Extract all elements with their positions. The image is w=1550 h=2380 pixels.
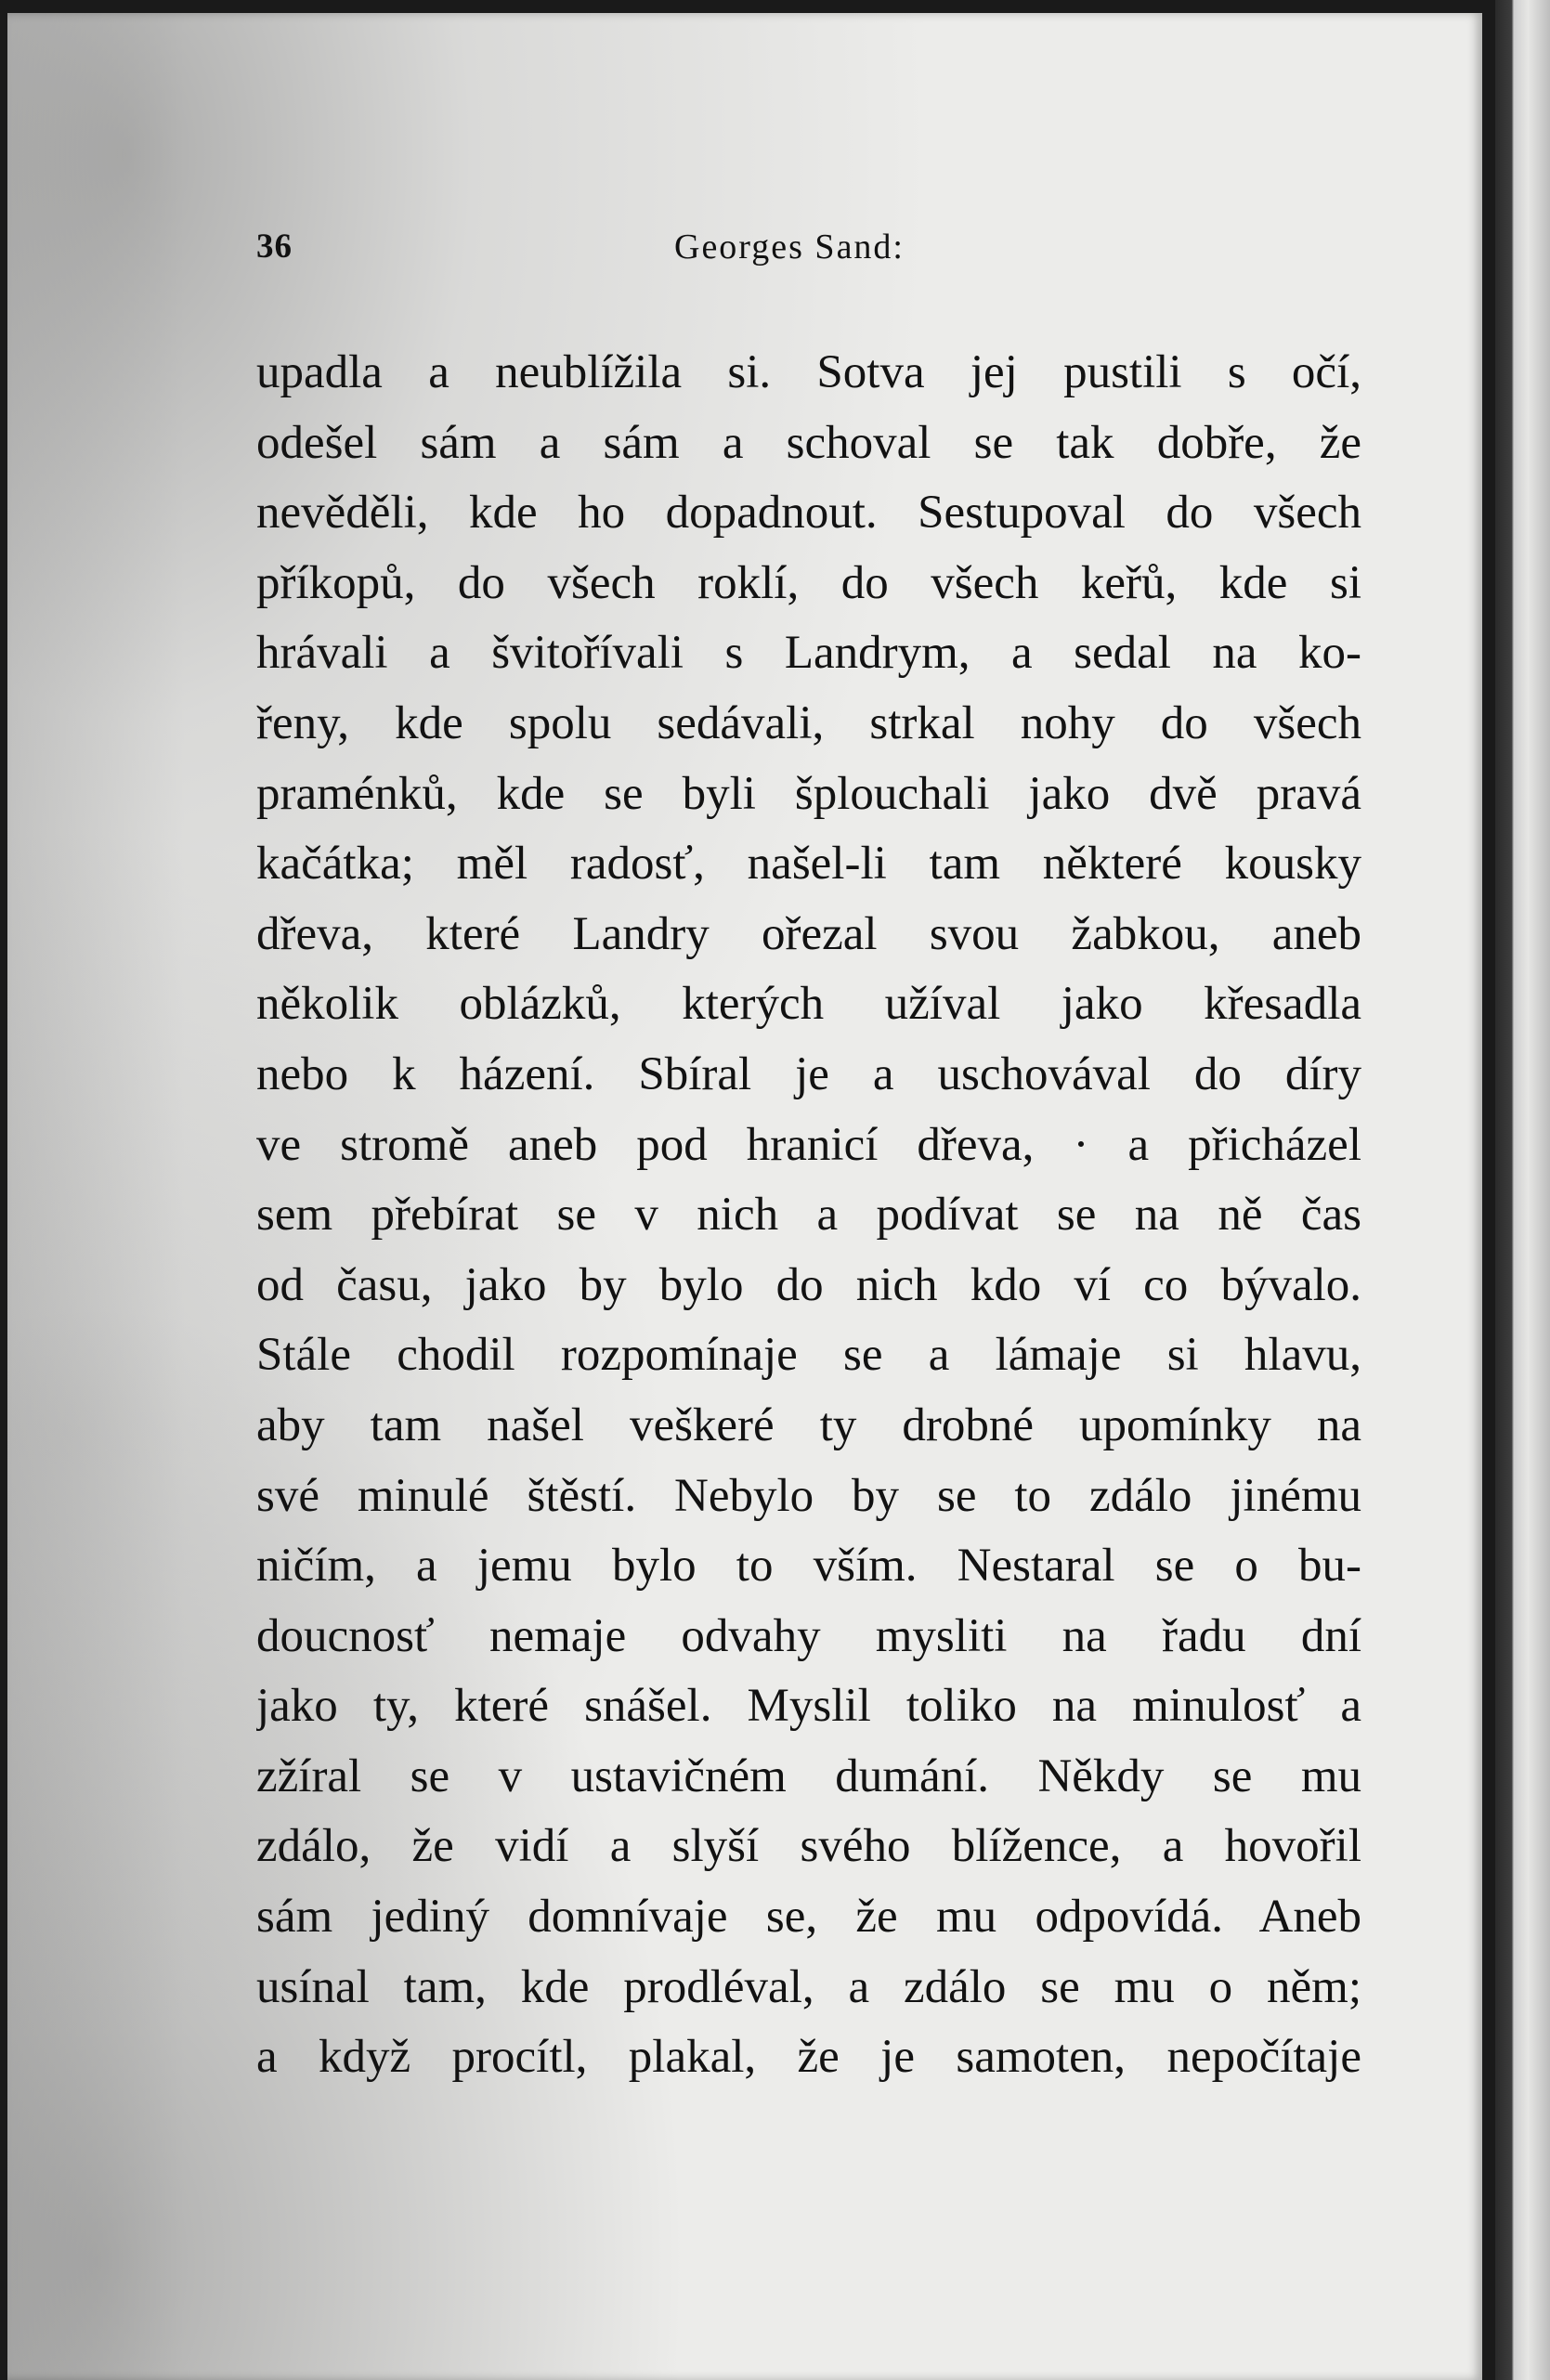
text-line: upadla a neublížila si. Sotva jej pustili s očí, bbox=[256, 346, 1361, 398]
text-line: zdálo, že vidí a slyší svého blížence, a hovořil bbox=[256, 1820, 1361, 1873]
page-header bbox=[256, 227, 1371, 273]
text-line: sám jediný domnívaje se, že mu odpovídá. Aneb bbox=[256, 1891, 1361, 1944]
text-line: dřeva, které Landry ořezal svou žabkou, aneb bbox=[256, 907, 1361, 960]
text-line: jako ty, které snášel. Myslil toliko na minulosť a bbox=[256, 1680, 1361, 1733]
text-line: své minulé štěstí. Nebylo by se to zdálo jinému bbox=[256, 1469, 1361, 1522]
text-line: od času, jako by bylo do nich kdo ví co bývalo. bbox=[256, 1258, 1361, 1311]
running-head: Georges Sand: bbox=[674, 228, 905, 267]
text-line: nevěděli, kde ho dopadnout. Sestupoval do všech bbox=[256, 487, 1361, 540]
text-line: Stále chodil rozpomínaje se a lámaje si hlavu, bbox=[256, 1329, 1361, 1382]
text-line: zžíral se v ustavičném dumání. Někdy se mu bbox=[256, 1749, 1361, 1802]
text-line: sem přebírat se v nich a podívat se na ně čas bbox=[256, 1189, 1361, 1242]
text-line: odešel sám a sám a schoval se tak dobře, že bbox=[256, 416, 1361, 469]
text-line: příkopů, do všech roklí, do všech keřů, kde si bbox=[256, 556, 1361, 609]
text-line: řeny, kde spolu sedávali, strkal nohy do všech bbox=[256, 696, 1361, 749]
page-number: 36 bbox=[256, 228, 293, 266]
page-edge bbox=[1495, 0, 1550, 2380]
text-line: nebo k házení. Sbíral je a uschovával do díry bbox=[256, 1047, 1361, 1100]
body-text bbox=[256, 338, 1361, 2093]
text-line: kačátka; měl radosť, našel-li tam některé kousky bbox=[256, 838, 1361, 891]
text-line: a když procítl, plakal, že je samoten, nepočítaje bbox=[256, 2031, 1361, 2084]
text-line: ničím, a jemu bylo to vším. Nestaral se o bu- bbox=[256, 1540, 1361, 1593]
text-line: několik oblázků, kterých užíval jako křesadla bbox=[256, 978, 1361, 1031]
text-line: praménků, kde se byli šplouchali jako dvě pravá bbox=[256, 767, 1361, 820]
text-line: usínal tam, kde prodléval, a zdálo se mu o něm; bbox=[256, 1960, 1361, 2013]
text-line: hrávali a švitořívali s Landrym, a sedal na ko- bbox=[256, 627, 1361, 680]
text-line: ve stromě aneb pod hranicí dřeva, · a přicházel bbox=[256, 1118, 1361, 1171]
text-line: doucnosť nemaje odvahy mysliti na řadu dní bbox=[256, 1609, 1361, 1662]
text-line: aby tam našel veškeré ty drobné upomínky na bbox=[256, 1398, 1361, 1451]
